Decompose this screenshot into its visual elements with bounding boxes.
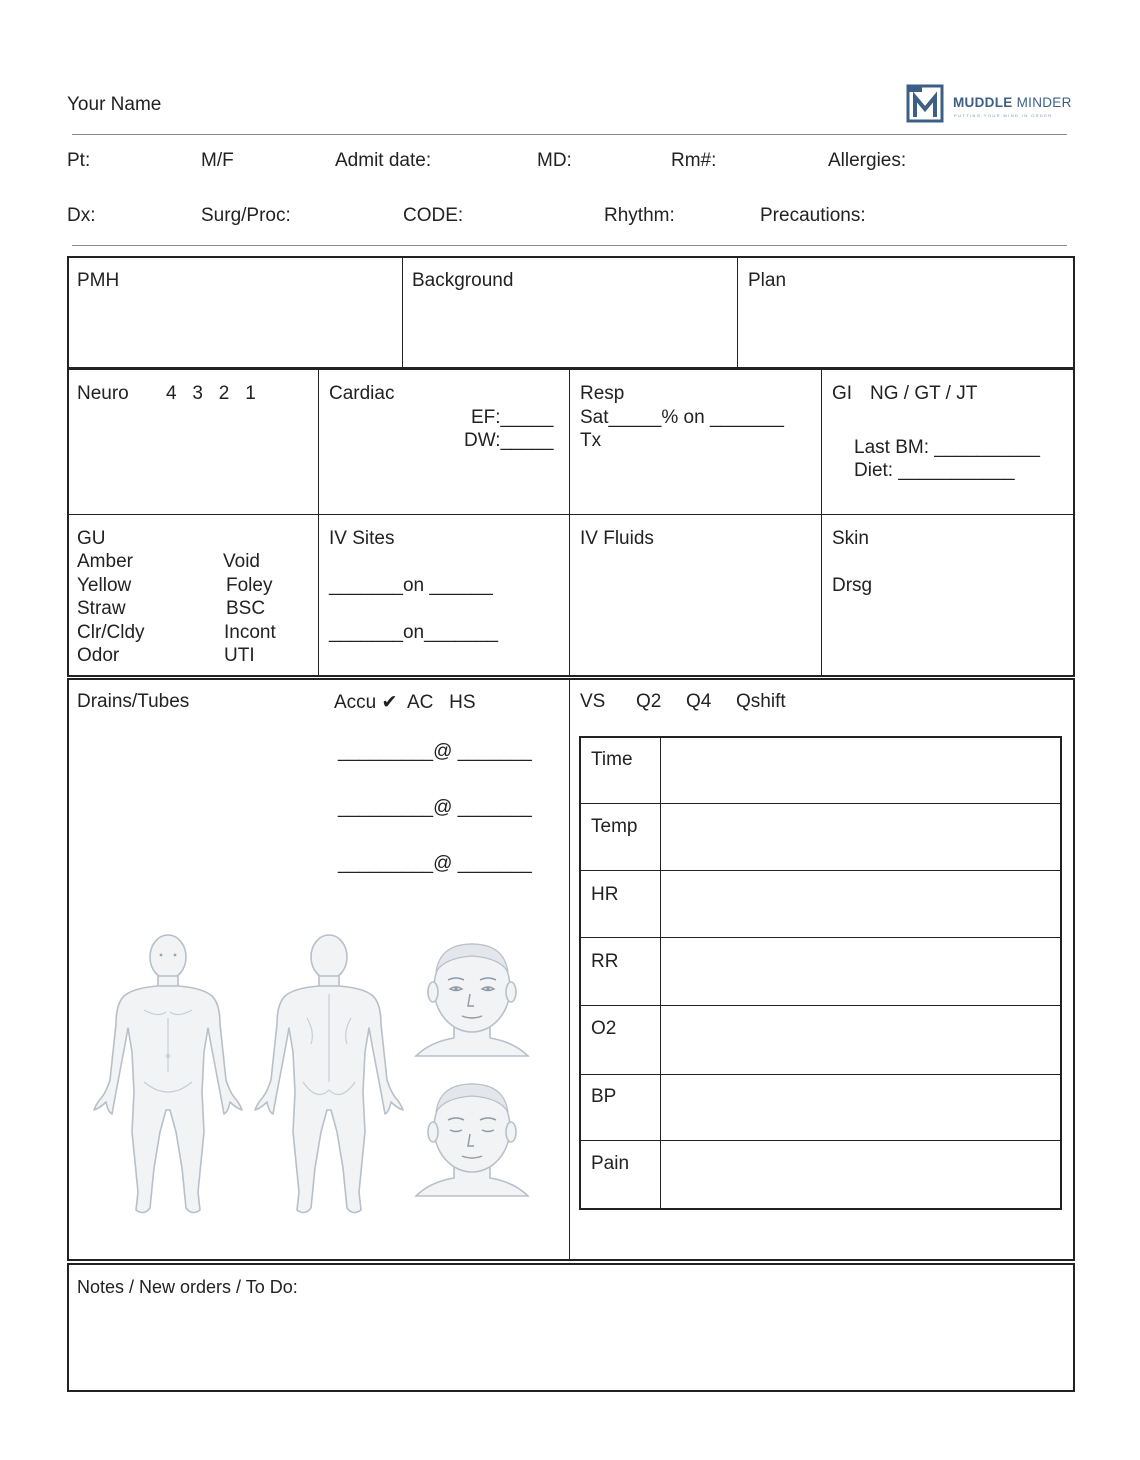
vs-frequency-option: Q4 [686, 691, 712, 712]
allergies-field: Allergies: [828, 150, 907, 171]
gu-title: GU [77, 528, 106, 549]
dw-field: DW:_____ [464, 430, 554, 451]
top-boxes [67, 256, 1075, 369]
vitals-row-label: RR [591, 951, 619, 972]
gu-output-item: BSC [226, 598, 266, 619]
vitals-row-label: Temp [591, 816, 638, 837]
iv-site-line: _______on ______ [329, 575, 493, 596]
cardiac-title: Cardiac [329, 383, 395, 404]
divider [581, 937, 1060, 938]
neuro-title: Neuro [77, 383, 129, 404]
gu-output-item: Foley [226, 574, 273, 596]
gu-color-item: Straw [77, 598, 126, 619]
header-rule [72, 134, 1067, 135]
diet-field: Diet: ___________ [854, 460, 1015, 481]
divider [68, 514, 1074, 515]
notes-title: Notes / New orders / To Do: [77, 1277, 298, 1297]
divider [581, 1140, 1060, 1141]
gu-output-item: UTI [224, 645, 255, 666]
accu-check-options: Accu ✔ AC HS [334, 692, 476, 713]
vitals-row-label: O2 [591, 1018, 617, 1039]
rhythm-field: Rhythm: [604, 205, 675, 226]
fields-rule [72, 245, 1067, 246]
accu-line: _________@ _______ [338, 797, 532, 818]
room-number-field: Rm#: [671, 150, 717, 171]
vitals-row-label: Pain [591, 1153, 630, 1174]
ef-field: EF:_____ [471, 407, 554, 428]
iv-fluids-title: IV Fluids [580, 528, 654, 549]
vitals-row-label: HR [591, 884, 619, 905]
gu-color-item: Odor [77, 645, 120, 666]
drsg-field: Drsg [832, 575, 873, 596]
head-closed-eyes-figure [410, 1078, 534, 1202]
vs-title: VS [580, 691, 606, 712]
logo-tagline: PUTTING YOUR MIND IN ORDER [954, 113, 1053, 118]
sat-field: Sat_____% on _______ [580, 406, 784, 428]
resp-section [580, 382, 784, 453]
divider [569, 679, 570, 1260]
vs-frequency-option: Qshift [736, 691, 786, 712]
gu-output-item: Void [223, 551, 260, 572]
divider [581, 1074, 1060, 1075]
precautions-field: Precautions: [760, 205, 866, 226]
code-field: CODE: [403, 205, 464, 226]
pmh-title: PMH [77, 270, 120, 291]
gu-color-item: Yellow [77, 574, 132, 596]
divider [402, 257, 403, 368]
gu-color-item: Clr/Cldy [77, 621, 145, 643]
md-field: MD: [537, 150, 572, 171]
drains-title: Drains/Tubes [77, 691, 190, 712]
divider [581, 1005, 1060, 1006]
last-bm-field: Last BM: __________ [854, 437, 1040, 458]
plan-title: Plan [748, 270, 787, 291]
logo-word-bold: MUDDLE [953, 95, 1013, 110]
tx-field: Tx [580, 430, 602, 451]
vitals-row-label: Time [591, 749, 633, 770]
divider [581, 803, 1060, 804]
pt-field: Pt: [67, 150, 91, 171]
logo-word-rest: MINDER [1016, 95, 1072, 110]
skin-title: Skin [832, 528, 869, 549]
background-title: Background [412, 270, 514, 291]
divider [821, 369, 822, 676]
gu-output-list [223, 550, 276, 668]
iv-sites-title: IV Sites [329, 528, 395, 549]
divider [569, 369, 570, 676]
divider [660, 738, 661, 1208]
gi-tubes: NG / GT / JT [870, 383, 978, 404]
iv-site-line: _______on_______ [329, 622, 499, 643]
gu-color-item: Amber [77, 551, 133, 572]
your-name-label: Your Name [67, 94, 162, 115]
divider [318, 369, 319, 676]
accu-line: _________@ _______ [338, 853, 532, 874]
sex-field: M/F [201, 150, 234, 171]
gu-output-item: Incont [224, 621, 276, 643]
body-back-figure [249, 932, 409, 1222]
logo-m-icon [906, 84, 946, 124]
body-front-figure [88, 932, 248, 1222]
neuro-scale: 4 3 2 1 [166, 383, 256, 404]
admit-date-field: Admit date: [335, 150, 432, 171]
dx-field: Dx: [67, 205, 96, 226]
vs-frequency-option: Q2 [636, 691, 662, 712]
systems-grid [67, 368, 1075, 677]
gi-title: GI [832, 383, 853, 404]
surg-proc-field: Surg/Proc: [201, 205, 291, 226]
divider [737, 257, 738, 368]
head-front-figure [410, 938, 534, 1062]
divider [581, 870, 1060, 871]
gu-color-list [77, 550, 145, 668]
resp-title: Resp [580, 383, 625, 404]
accu-line: _________@ _______ [338, 741, 532, 762]
muddle-minder-logo [906, 84, 1076, 124]
logo-wordmark [953, 95, 1072, 110]
vitals-row-label: BP [591, 1086, 617, 1107]
vitals-table [579, 736, 1062, 1210]
